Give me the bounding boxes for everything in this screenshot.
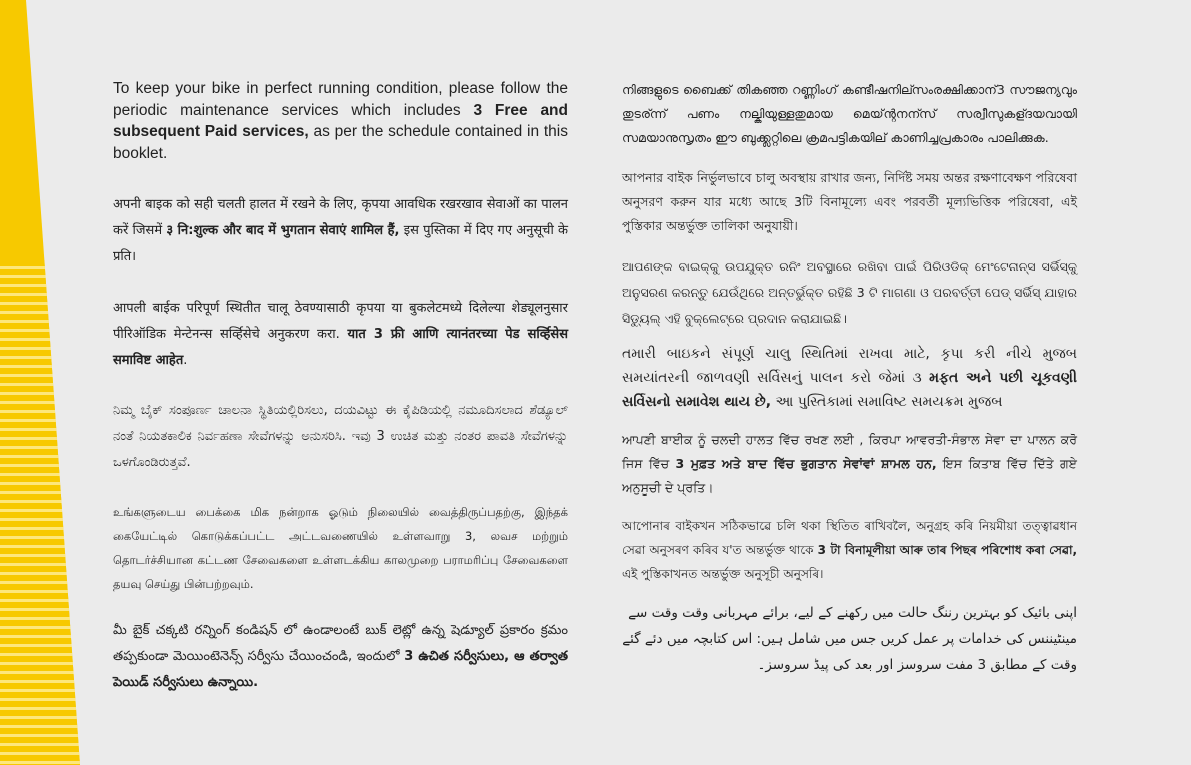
telugu-paragraph: మీ బైక్ చక్కటి రన్నింగ్ కండిషన్ లో ఉండాలంటే బుక్ లెట్లో ఉన్న షెడ్యూల్ ప్రకారం క్రమం తప్పకుండా మెయింటెనెన్స్ సర్వీసు చేయించండి, ఇందులో 3 ఉచిత సర్వీసులు, ఆ తర్వాత పెయిడ్ సర్వీసులు ఉన్నాయి. xyxy=(113,623,568,690)
yellow-side-stripe xyxy=(0,0,80,765)
left-column xyxy=(113,78,568,696)
tamil-paragraph: உங்களுடைய பைக்கை மிக நன்றாக ஓடும் நிலையில் வைத்திருப்பதற்கு, இந்தக் கையேட்டில் கொடுக்கப்பட்ட அட்டவணையில் உள்ளவாறு 3, லவச மற்றும் தொடர்ச்சியான கட்டண சேவைகளை உள்ளடக்கிய காலமுறை பராமரிப்பு சேவைகளை தயவு செய்து பின்பற்றவும். xyxy=(113,505,568,591)
gujarati-paragraph: તમારી બાઇકને સંપૂર્ણ ચાલુ સ્થિતિમાં રાખવા માટે, કૃપા કરી નીચે મુજબ સમયાંતરની જાળવણી સર્વિસનું પાલન કરો જેમાં ૩ મફત અને પછી ચૂકવણી સર્વિસનો સમાવેશ થાય છે, આ પુસ્તિકામાં સમાવિષ્ટ સમયક્રમ મુજબ xyxy=(622,346,1077,410)
odia-paragraph: ଆପଣଙ୍କ ବାଇକ୍‌କୁ ଉପଯୁକ୍ତ ରନିଂ ଅବସ୍ଥାରେ ରଖିବା ପାଇଁ ପିରିଓଡିକ୍ ମେଂଟେନାନ୍‌ସ ସର୍ଭିସ୍‌କୁ ଅନୁସରଣ କରନ୍ତୁ ଯେଉଁଥିରେ ଅନ୍ତର୍ଭୁକ୍ତ ରହିଛି 3 ଟି ମାଗଣା ଓ ପରବର୍ତ୍ତୀ ପେଡ୍ ସର୍ଭିସ୍ ଯାହାର ସିଡ୍ୟୁଲ୍ ଏହି ବୁକ୍‌ଲେଟ୍‌ରେ ପ୍ରଦାନ କରାଯାଇଛି। xyxy=(622,259,1077,326)
assamese-paragraph: আপোনাৰ বাইকখন সঠিকভাৱে চলি থকা স্থিতিত ৰাখিবলৈ, অনুগ্ৰহ কৰি নিয়মীয়া তত্ত্বাৱধান সেৱা অনুসৰণ কৰিব য'ত অন্তৰ্ভুক্ত থাকে 3 টা বিনামূলীয়া আৰু তাৰ পিছৰ পৰিশোধ কৰা সেৱা, এই পুস্তিকাখনত অন্তৰ্ভুক্ত অনুসূচী অনুসৰি। xyxy=(622,519,1078,581)
kannada-paragraph: ನಿಮ್ಮ ಬೈಕ್ ಸಂಪೂರ್ಣ ಚಾಲನಾ ಸ್ಥಿತಿಯಲ್ಲಿರಿಸಲು, ದಯವಿಟ್ಟು ಈ ಕೈಪಿಡಿಯಲ್ಲಿ ನಮೂದಿಸಲಾದ ಶೆಡ್ಯೂಲ್ ನಂತೆ ನಿಯತಕಾಲಿಕ ನಿರ್ವಹಣಾ ಸೇವೆಗಳನ್ನು ಅನುಸರಿಸಿ. ಇವು 3 ಉಚಿತ ಮತ್ತು ನಂತರ ಪಾವತಿ ಸೇವೆಗಳನ್ನು ಒಳಗೊಂಡಿರುತ್ತವೆ. xyxy=(113,403,568,470)
urdu-paragraph: اپنی بائیک کو بہترین رننگ حالت میں رکھنے کے لیے، برائے مہربانی وقت وقت سے مینٹیننس کی خدامات پر عمل کریں جس میں شامل ہیں: اس کتابچہ میں دئے گئے وقت کے مطابق 3 مفت سروسز اور بعد کی پیڈ سروسز۔ xyxy=(622,605,1077,673)
hindi-paragraph: अपनी बाइक को सही चलती हालत में रखने के लिए, कृपया आवधिक रखरखाव सेवाओं का पालन करें जिसमें ३ नि:शुल्क और बाद में भुगतान सेवाएं शामिल हैं, इस पुस्तिका में दिए गए अनुसूची के प्रति। xyxy=(113,197,569,264)
stripe-pattern xyxy=(0,260,80,765)
bengali-paragraph: আপনার বাইক নির্ভুলভাবে চালু অবস্থায় রাখার জন্য, নির্দিষ্ট সময় অন্তর রক্ষণাবেক্ষণ পরিষেবা অনুসরণ করুন যার মধ্যে আছে 3টি বিনামূল্যে এবং পরবর্তী মূল্যভিত্তিক পরিষেবা, এই পুস্তিকার অন্তর্ভুক্ত তালিকা অনুযায়ী। xyxy=(622,170,1077,233)
right-column xyxy=(622,78,1077,678)
marathi-paragraph: आपली बाईक परिपूर्ण स्थितीत चालू ठेवण्यासाठी कृपया या बुकलेटमध्ये दिलेल्या शेड्यूलनुसार पीरिऑडिक मेन्टेनन्स सर्व्हिसेचे अनुकरण करा. यात 3 फ्री आणि त्यानंतरच्या पेड सर्व्हिसेस समाविष्ट आहेत. xyxy=(113,301,568,368)
english-paragraph: To keep your bike in perfect running condition, please follow the periodic maintenance services which includes 3 Free and subsequent Paid services, as per the schedule contained in this booklet. xyxy=(113,80,568,162)
malayalam-paragraph: നിങ്ങളുടെ ബൈക്ക് തികഞ്ഞ റണ്ണിംഗ് കണ്ടീഷനില്സംരക്ഷിക്കാന്3 സൗജന്യവും തുടര്ന്ന് പണം നല്കിയുള്ളതുമായ മെയ്ന്റനന്സ് സര്വീസുകള്ദയവായി സമയാനുസൃതം ഈ ബുക്ക്ലറ്റിലെ ക്രമപട്ടികയില് കാണിച്ചപ്രകാരം പാലിക്കുക. xyxy=(622,82,1077,145)
punjabi-paragraph: ਆਪਣੀ ਬਾਈਕ ਨੂੰ ਚਲਦੀ ਹਾਲਤ ਵਿੱਚ ਰਖਣ ਲਈ , ਕਿਰਪਾ ਆਵਰਤੀ-ਸੰਭਾਲ ਸੇਵਾ ਦਾ ਪਾਲਨ ਕਰੋ ਜਿਸ ਵਿੱਚ 3 ਮੁਫ਼ਤ ਅਤੇ ਬਾਦ ਵਿੱਚ ਭੁਗਤਾਨ ਸੇਵਾਂਵਾਂ ਸ਼ਾਮਲ ਹਨ, ਇਸ ਕਿਤਾਬ ਵਿੱਚ ਦਿੱਤੇ ਗਏ ਅਨੁਸੂਚੀ ਦੇ ਪ੍ਰਤਿ। xyxy=(622,432,1077,495)
